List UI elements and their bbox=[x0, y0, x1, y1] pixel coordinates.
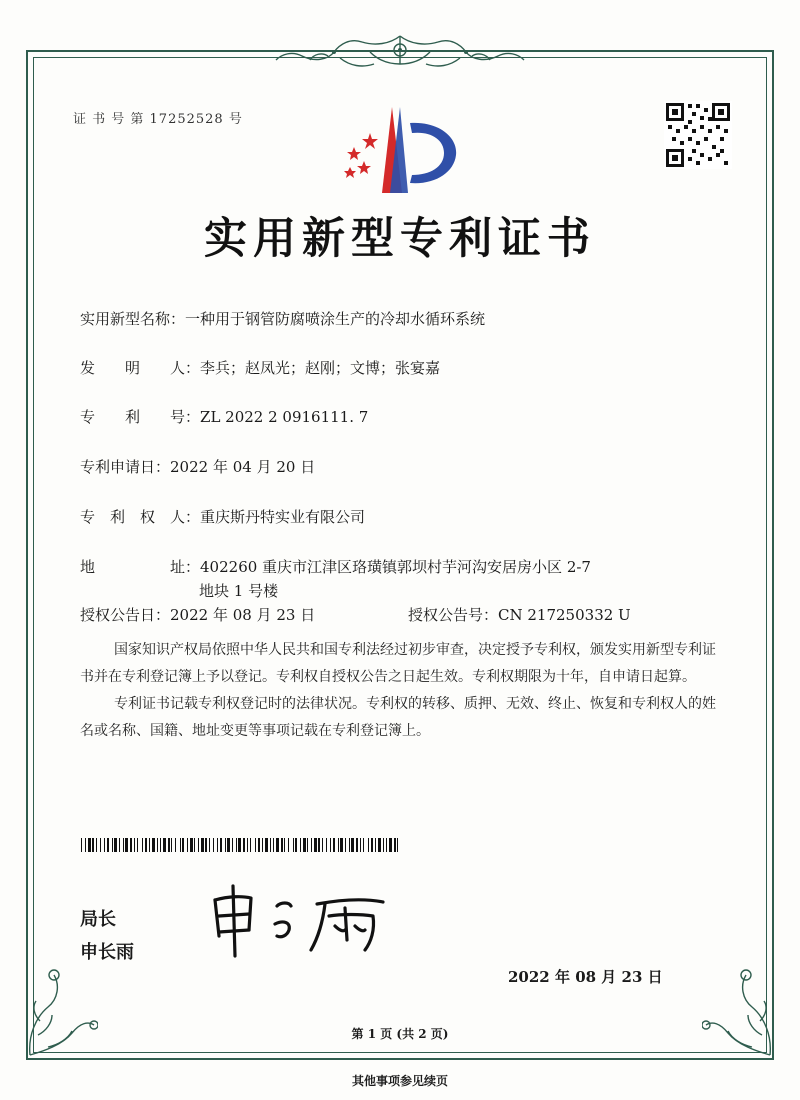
bottom-left-ornament-icon bbox=[18, 955, 98, 1065]
page-number: 第 1 页 (共 2 页) bbox=[351, 1027, 449, 1041]
field-patent-number bbox=[80, 406, 368, 427]
certificate-body bbox=[80, 637, 720, 745]
field-label: 授权公告日： bbox=[80, 606, 171, 624]
field-value: 重庆斯丹特实业有限公司 bbox=[200, 508, 366, 526]
director-title: 局长 bbox=[80, 909, 116, 930]
field-utility-model-name bbox=[80, 308, 485, 329]
field-patentee bbox=[80, 506, 365, 527]
field-label: 地 址： bbox=[80, 558, 201, 576]
body-paragraph: 专利证书记载专利权登记时的法律状况。专利权的转移、质押、无效、终止、恢复和专利权人的姓名或名称、国籍、地址变更等事项记载在专利登记簿上。 bbox=[80, 696, 716, 739]
footer-note: 其他事项参见续页 bbox=[351, 1074, 448, 1088]
certificate-number: 证 书 号 第 17252528 号 bbox=[73, 112, 243, 127]
field-value: 李兵；赵凤光；赵刚；文博；张宴嘉 bbox=[200, 359, 441, 377]
field-label: 实用新型名称： bbox=[80, 310, 186, 328]
bottom-right-ornament-icon bbox=[702, 955, 782, 1065]
field-label: 授权公告号： bbox=[408, 606, 499, 624]
sign-date: 2022 年 08 月 23 日 bbox=[508, 968, 663, 986]
field-announcement-date bbox=[80, 604, 315, 625]
barcode-icon bbox=[81, 838, 403, 852]
field-value: 2022 年 08 月 23 日 bbox=[170, 606, 316, 624]
top-ornament-icon bbox=[270, 30, 530, 72]
field-application-date bbox=[80, 456, 315, 477]
qr-code-icon bbox=[664, 101, 732, 169]
field-label: 发 明 人： bbox=[80, 359, 201, 377]
director-name: 申长雨 bbox=[80, 942, 134, 963]
field-inventors bbox=[80, 357, 440, 378]
field-value: 2022 年 04 月 20 日 bbox=[170, 458, 316, 476]
field-address-line2 bbox=[199, 580, 278, 601]
field-value: 402260 重庆市江津区珞璜镇郭坝村芋河沟安居房小区 2-7 bbox=[200, 558, 591, 576]
field-announcement-number bbox=[408, 604, 631, 625]
field-label: 专利申请日： bbox=[80, 458, 171, 476]
handwritten-signature-icon bbox=[205, 880, 415, 960]
body-paragraph: 国家知识产权局依照中华人民共和国专利法经过初步审查，决定授予专利权，颁发实用新型专利证书并在专利登记簿上予以登记。专利权自授权公告之日起生效。专利权期限为十年，自申请日起算。 bbox=[80, 642, 716, 685]
field-label: 专 利 权 人： bbox=[80, 508, 201, 526]
field-label: 专 利 号： bbox=[80, 408, 201, 426]
field-value: ZL 2022 2 0916111. 7 bbox=[200, 408, 369, 426]
field-value: 地块 1 号楼 bbox=[199, 582, 279, 600]
field-address bbox=[80, 556, 591, 577]
patent-office-logo-icon bbox=[330, 105, 470, 200]
field-value: 一种用于钢管防腐喷涂生产的冷却水循环系统 bbox=[185, 310, 486, 328]
certificate-title: 实用新型专利证书 bbox=[204, 214, 596, 264]
field-value: CN 217250332 U bbox=[498, 606, 631, 624]
